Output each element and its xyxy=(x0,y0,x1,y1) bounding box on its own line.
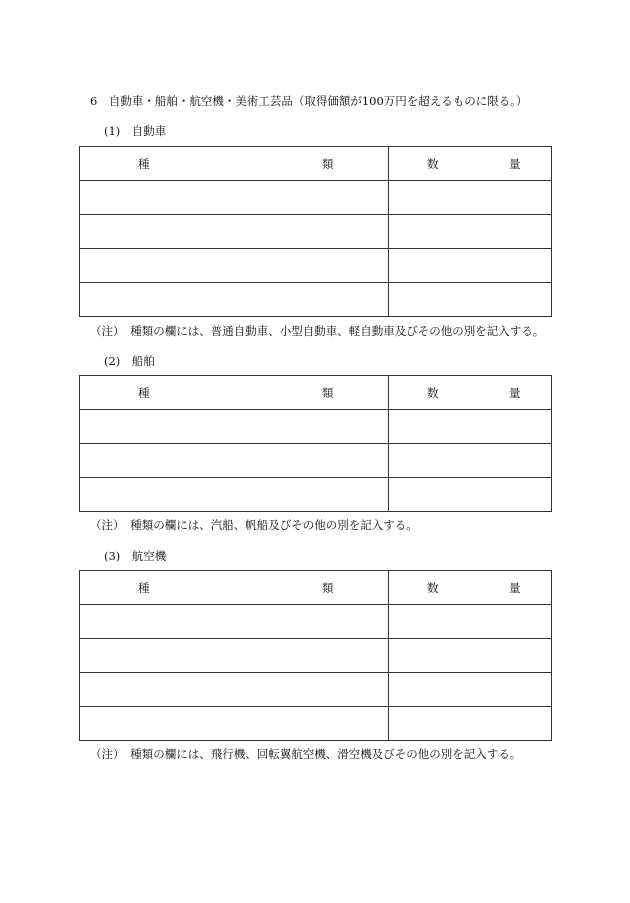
kind-cell[interactable] xyxy=(80,283,389,317)
automobile-table xyxy=(79,146,552,317)
quantity-cell[interactable] xyxy=(389,707,552,741)
table-row xyxy=(80,410,552,444)
aircraft-note: （注） 種類の欄には、飛行機、回転翼航空機、滑空機及びその他の別を記入する。 xyxy=(90,747,522,761)
quantity-cell[interactable] xyxy=(389,478,552,512)
kind-header: 種 類 xyxy=(80,376,389,410)
ship-table xyxy=(79,375,552,512)
kind-cell[interactable] xyxy=(80,639,389,673)
quantity-cell[interactable] xyxy=(389,181,552,215)
quantity-cell[interactable] xyxy=(389,639,552,673)
table-row xyxy=(80,478,552,512)
subsection-label-aircraft: (3) 航空機 xyxy=(104,549,167,563)
table-row xyxy=(80,215,552,249)
table-row xyxy=(80,283,552,317)
subsection-label-ship: (2) 船舶 xyxy=(104,354,155,368)
kind-cell[interactable] xyxy=(80,410,389,444)
kind-cell[interactable] xyxy=(80,673,389,707)
quantity-header: 数 量 xyxy=(389,147,552,181)
section-heading: 6 自動車・船舶・航空機・美術工芸品（取得価額が100万円を超えるものに限る。） xyxy=(90,94,528,108)
kind-cell[interactable] xyxy=(80,605,389,639)
table-row xyxy=(80,605,552,639)
table-row xyxy=(80,673,552,707)
kind-header: 種 類 xyxy=(80,147,389,181)
quantity-cell[interactable] xyxy=(389,673,552,707)
table-row xyxy=(80,249,552,283)
automobile-note: （注） 種類の欄には、普通自動車、小型自動車、軽自動車及びその他の別を記入する。 xyxy=(90,324,545,338)
kind-cell[interactable] xyxy=(80,444,389,478)
table-row xyxy=(80,181,552,215)
kind-cell[interactable] xyxy=(80,215,389,249)
kind-header: 種 類 xyxy=(80,571,389,605)
kind-cell[interactable] xyxy=(80,181,389,215)
ship-note: （注） 種類の欄には、汽船、帆船及びその他の別を記入する。 xyxy=(90,518,418,532)
table-header-row xyxy=(80,571,552,605)
quantity-cell[interactable] xyxy=(389,444,552,478)
subsection-label-automobile: (1) 自動車 xyxy=(104,124,167,138)
kind-cell[interactable] xyxy=(80,478,389,512)
table-row xyxy=(80,707,552,741)
quantity-header: 数 量 xyxy=(389,571,552,605)
quantity-cell[interactable] xyxy=(389,215,552,249)
quantity-cell[interactable] xyxy=(389,283,552,317)
quantity-cell[interactable] xyxy=(389,249,552,283)
kind-cell[interactable] xyxy=(80,249,389,283)
quantity-cell[interactable] xyxy=(389,605,552,639)
quantity-cell[interactable] xyxy=(389,410,552,444)
kind-cell[interactable] xyxy=(80,707,389,741)
table-row xyxy=(80,444,552,478)
table-header-row xyxy=(80,376,552,410)
aircraft-table xyxy=(79,570,552,741)
table-header-row xyxy=(80,147,552,181)
quantity-header: 数 量 xyxy=(389,376,552,410)
table-row xyxy=(80,639,552,673)
